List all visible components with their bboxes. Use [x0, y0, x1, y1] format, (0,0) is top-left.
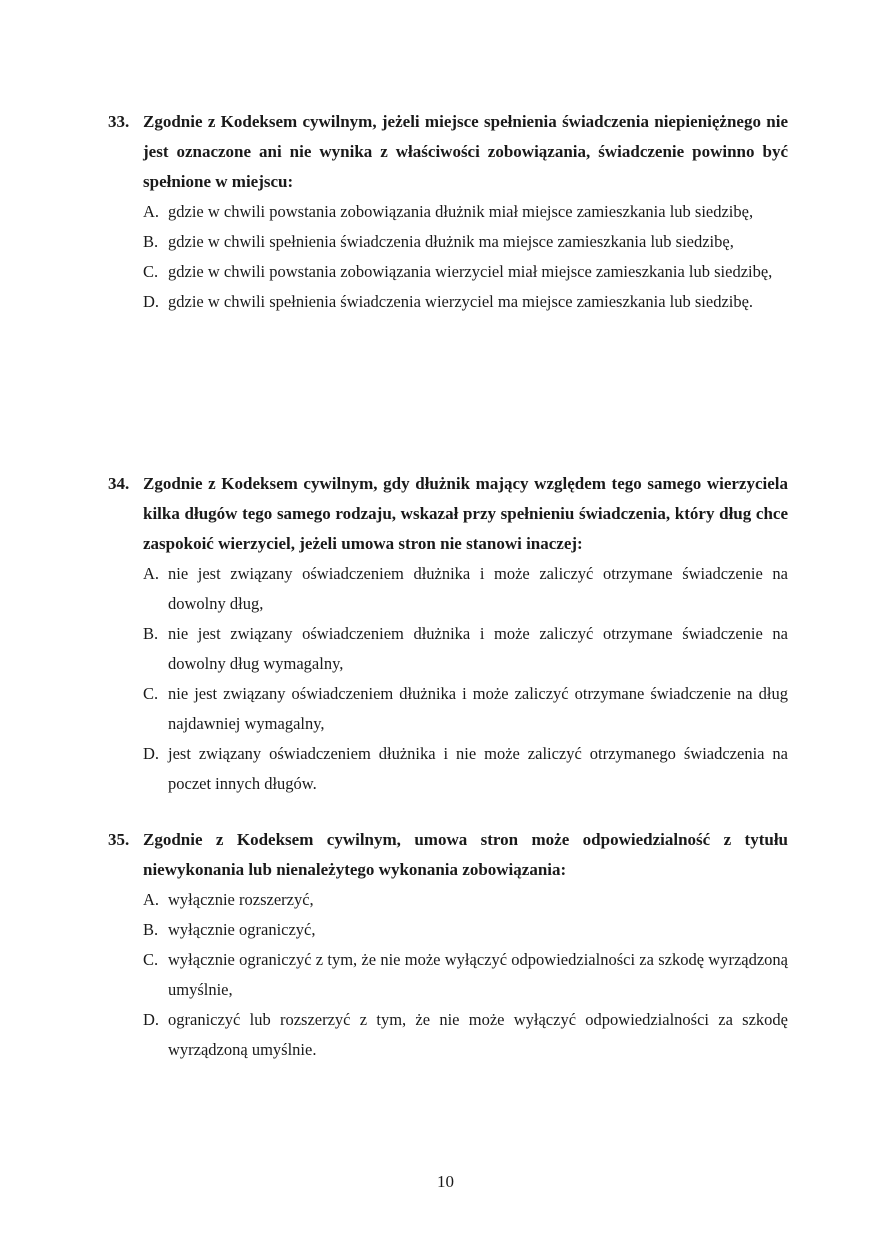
option-b	[143, 619, 788, 679]
option-text: wyłącznie ograniczyć,	[168, 920, 316, 939]
answer-options	[108, 885, 788, 1065]
option-letter: A.	[143, 890, 160, 909]
option-b	[143, 227, 788, 257]
option-a	[143, 197, 788, 227]
option-letter: B.	[143, 232, 159, 251]
answer-options	[108, 559, 788, 799]
option-c	[143, 945, 788, 1005]
question-35	[108, 825, 788, 1065]
option-letter: C.	[143, 950, 159, 969]
option-text: wyłącznie ograniczyć z tym, że nie może wyłączyć odpowiedzialności za szkodę wyrządzoną umyślnie,	[168, 950, 788, 999]
option-c	[143, 679, 788, 739]
question-number: 34.	[108, 474, 130, 493]
option-letter: C.	[143, 262, 159, 281]
option-letter: B.	[143, 920, 159, 939]
option-text: gdzie w chwili powstania zobowiązania dłużnik miał miejsce zamieszkania lub siedzibę,	[168, 202, 754, 221]
option-d	[143, 1005, 788, 1065]
option-text: nie jest związany oświadczeniem dłużnika i może zaliczyć otrzymane świadczenie na dowolny dług wymagalny,	[168, 624, 788, 673]
option-letter: A.	[143, 564, 160, 583]
option-d	[143, 287, 788, 317]
question-text: Zgodnie z Kodeksem cywilnym, gdy dłużnik mający względem tego samego wierzyciela kilka długów tego samego rodzaju, wskazał przy spełnieniu świadczenia, który dług chce zaspokoić wierzyciel, jeżeli umowa stron nie stanowi inaczej:	[143, 474, 788, 553]
option-letter: A.	[143, 202, 160, 221]
option-letter: B.	[143, 624, 159, 643]
question-number: 33.	[108, 112, 130, 131]
option-d	[143, 739, 788, 799]
question-text: Zgodnie z Kodeksem cywilnym, jeżeli miejsce spełnienia świadczenia niepieniężnego nie jest oznaczone ani nie wynika z właściwości zobowiązania, świadczenie powinno być spełnione w miejscu:	[143, 112, 788, 191]
option-letter: D.	[143, 292, 160, 311]
page-number: 10	[437, 1172, 454, 1191]
option-letter: D.	[143, 1010, 160, 1029]
option-c	[143, 257, 788, 287]
answer-options	[108, 197, 788, 317]
option-text: jest związany oświadczeniem dłużnika i nie może zaliczyć otrzymanego świadczenia na poczet innych długów.	[168, 744, 788, 793]
question-text: Zgodnie z Kodeksem cywilnym, umowa stron może odpowiedzialność z tytułu niewykonania lub nienależytego wykonania zobowiązania:	[143, 830, 788, 879]
option-a	[143, 559, 788, 619]
option-text: gdzie w chwili powstania zobowiązania wierzyciel miał miejsce zamieszkania lub siedzibę,	[168, 262, 773, 281]
option-a	[143, 885, 788, 915]
option-text: nie jest związany oświadczeniem dłużnika i może zaliczyć otrzymane świadczenie na dowolny dług,	[168, 564, 788, 613]
question-34	[108, 469, 788, 799]
option-text: wyłącznie rozszerzyć,	[168, 890, 314, 909]
option-letter: C.	[143, 684, 159, 703]
question-33	[108, 107, 788, 317]
option-text: ograniczyć lub rozszerzyć z tym, że nie może wyłączyć odpowiedzialności za szkodę wyrządzoną umyślnie.	[168, 1010, 788, 1059]
option-letter: D.	[143, 744, 160, 763]
option-text: gdzie w chwili spełnienia świadczenia wierzyciel ma miejsce zamieszkania lub siedzibę.	[168, 292, 754, 311]
option-text: gdzie w chwili spełnienia świadczenia dłużnik ma miejsce zamieszkania lub siedzibę,	[168, 232, 734, 251]
option-b	[143, 915, 788, 945]
option-text: nie jest związany oświadczeniem dłużnika i może zaliczyć otrzymane świadczenie na dług najdawniej wymagalny,	[168, 684, 788, 733]
question-number: 35.	[108, 830, 130, 849]
